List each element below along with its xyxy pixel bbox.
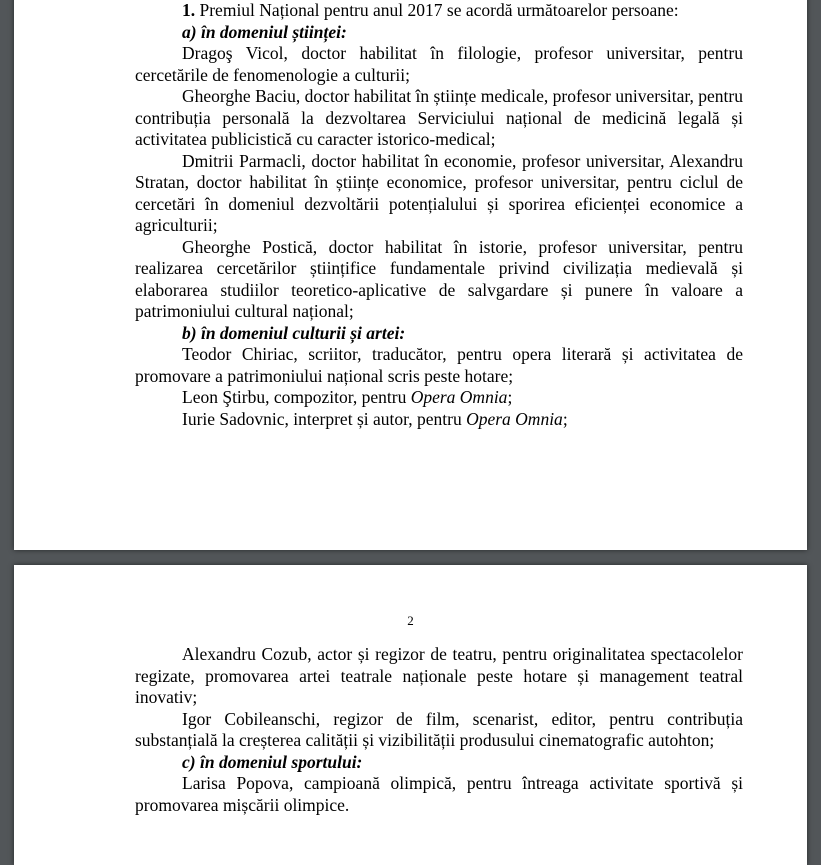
document-page-2 bbox=[14, 565, 807, 865]
page-1-content bbox=[135, 0, 743, 430]
entry-alexandru-cozub: Alexandru Cozub, actor și regizor de teatru, pentru originalitatea spectacolelor regizate, promovarea artei teatrale naționale peste hotare și management teatral inovativ; bbox=[135, 644, 743, 707]
entry-parmacli-stratan: Dmitrii Parmacli, doctor habilitat în economie, profesor universitar, Alexandru Stratan, doctor habilitat în științe economice, profesor universitar, pentru ciclul de cercetări în domeniul dezvoltării potențialului și sporirea eficienței economice a agriculturii; bbox=[135, 150, 743, 235]
entry-teodor-chiriac: Teodor Chiriac, scriitor, traducător, pentru opera literară și activitatea de promovare a patrimoniului național scris peste hotare; bbox=[135, 344, 743, 386]
document-page-1 bbox=[14, 0, 807, 550]
entry-leon-stirbu-work: Opera Omnia bbox=[410, 387, 508, 407]
intro-paragraph bbox=[135, 0, 743, 22]
entry-gheorghe-postica: Gheorghe Postică, doctor habilitat în istorie, profesor universitar, pentru realizarea cercetărilor științifice fundamentale privind civilizația medievală și elaborarea studiilor teoretico-aplicative de salvgardare și punere în valoare a patrimoniului cultural național; bbox=[135, 236, 743, 321]
entry-iurie-sadovnic-end: ; bbox=[562, 408, 568, 429]
section-c-heading: c) în domeniul sportului: bbox=[182, 751, 363, 772]
section-a-heading: a) în domeniul științei: bbox=[182, 21, 347, 42]
entry-leon-stirbu-text: Leon Ştirbu, compozitor, pentru bbox=[182, 387, 411, 407]
page-2-content bbox=[135, 644, 743, 816]
entry-dragos-vicol: Dragoş Vicol, doctor habilitat în filologie, profesor universitar, pentru cercetările de fenomenologie a culturii; bbox=[135, 43, 743, 85]
entry-leon-stirbu-end: ; bbox=[507, 387, 513, 407]
entry-iurie-sadovnic-text: Iurie Sadovnic, interpret și autor, pentru bbox=[182, 408, 467, 429]
intro-text: Premiul Național pentru anul 2017 se acordă următoarelor persoane: bbox=[199, 0, 679, 20]
entry-gheorghe-baciu: Gheorghe Baciu, doctor habilitat în științe medicale, profesor universitar, pentru contribuția personală la dezvoltarea Serviciului național de medicină legală și activitatea publicistică cu caracter istorico-medical; bbox=[135, 86, 743, 149]
entry-leon-stirbu bbox=[135, 387, 743, 409]
entry-larisa-popova: Larisa Popova, campioană olimpică, pentru întreaga activitate sportivă și promovarea mișcării olimpice. bbox=[135, 773, 743, 815]
section-b-heading: b) în domeniul culturii și artei: bbox=[182, 322, 406, 343]
item-number: 1. bbox=[182, 0, 196, 20]
page-number: 2 bbox=[407, 613, 414, 628]
entry-igor-cobileanschi: Igor Cobileanschi, regizor de film, scenarist, editor, pentru contribuția substanțială la creșterea calității și vizibilității produsului cinematografic autohton; bbox=[135, 708, 743, 750]
entry-iurie-sadovnic-work: Opera Omnia bbox=[466, 408, 563, 429]
entry-iurie-sadovnic bbox=[135, 409, 743, 431]
